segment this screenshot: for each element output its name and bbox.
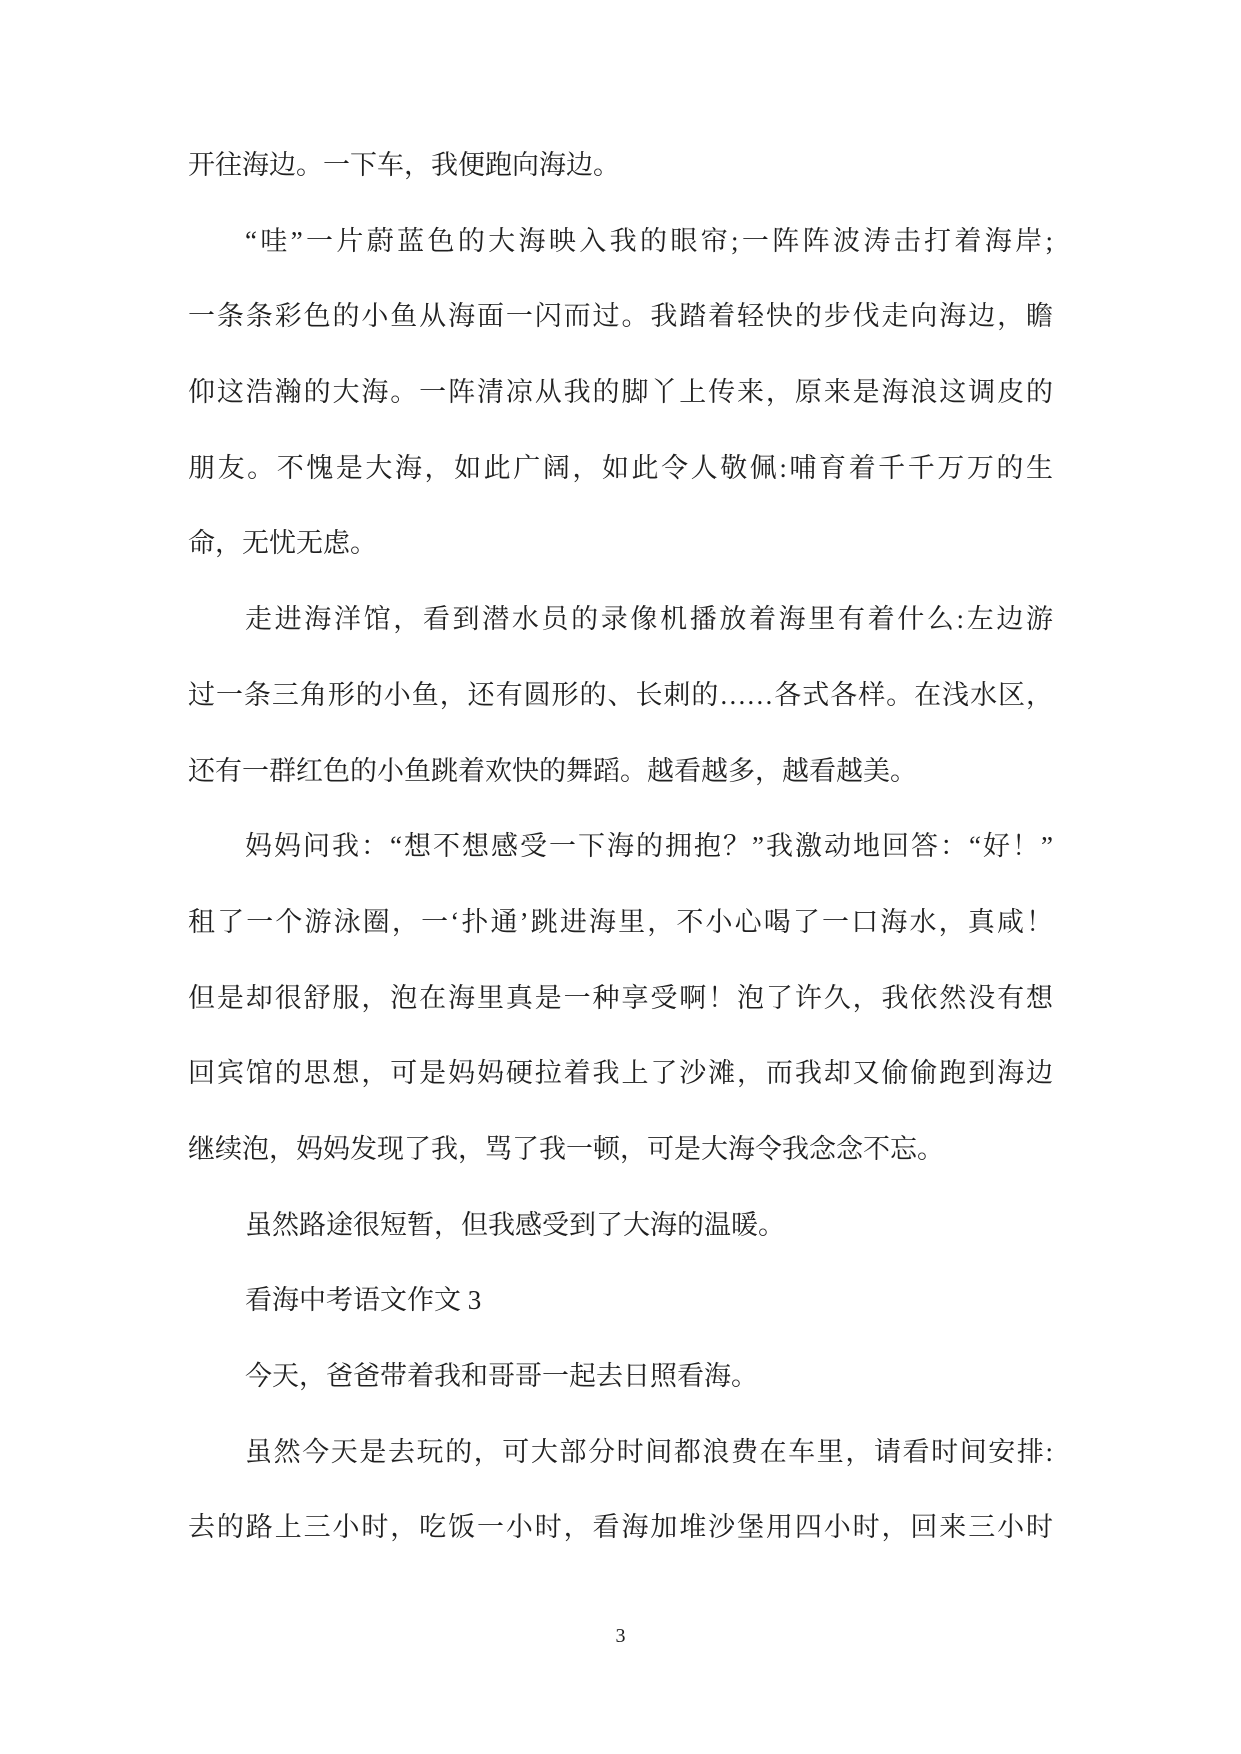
text-line: 走进海洋馆，看到潜水员的录像机播放着海里有着什么:左边游 bbox=[245, 604, 1053, 635]
text-line: 继续泡，妈妈发现了我，骂了我一顿，可是大海令我念念不忘。 bbox=[188, 1133, 944, 1164]
text-line: 命，无忧无虑。 bbox=[188, 528, 377, 559]
text-line: 开往海边。一下车，我便跑向海边。 bbox=[188, 150, 620, 180]
text-line: 虽然路途很短暂，但我感受到了大海的温暖。 bbox=[245, 1209, 785, 1240]
text-line: “哇”一片蔚蓝色的大海映入我的眼帘;一阵阵波涛击打着海岸; bbox=[245, 225, 1053, 256]
text-line: 今天，爸爸带着我和哥哥一起去日照看海。 bbox=[245, 1361, 758, 1391]
text-line: 还有一群红色的小鱼跳着欢快的舞蹈。越看越多，越看越美。 bbox=[188, 755, 917, 786]
text-line: 一条条彩色的小鱼从海面一闪而过。我踏着轻快的步伐走向海边，瞻 bbox=[188, 301, 1053, 332]
text-line: 租了一个游泳圈，一‘扑通’跳进海里，不小心喝了一口海水，真咸！ bbox=[188, 906, 1053, 937]
essay-text-block bbox=[188, 0, 1053, 1566]
text-line: 回宾馆的思想，可是妈妈硬拉着我上了沙滩，而我却又偷偷跑到海边 bbox=[188, 1058, 1053, 1089]
text-line: 妈妈问我：“想不想感受一下海的拥抱？”我激动地回答：“好！” bbox=[245, 831, 1053, 862]
text-line: 看海中考语文作文 3 bbox=[245, 1285, 482, 1316]
text-line: 但是却很舒服，泡在海里真是一种享受啊！泡了许久，我依然没有想 bbox=[188, 982, 1053, 1013]
text-line: 朋友。不愧是大海，如此广阔，如此令人敬佩:哺育着千千万万的生 bbox=[188, 452, 1053, 483]
text-line: 过一条三角形的小鱼，还有圆形的、长刺的……各式各样。在浅水区， bbox=[188, 679, 1053, 710]
page-number: 3 bbox=[615, 1625, 626, 1647]
text-line: 虽然今天是去玩的，可大部分时间都浪费在车里，请看时间安排: bbox=[245, 1436, 1053, 1467]
text-line: 去的路上三小时，吃饭一小时，看海加堆沙堡用四小时，回来三小时 bbox=[188, 1512, 1053, 1543]
text-line: 仰这浩瀚的大海。一阵清凉从我的脚丫上传来，原来是海浪这调皮的 bbox=[188, 377, 1053, 408]
